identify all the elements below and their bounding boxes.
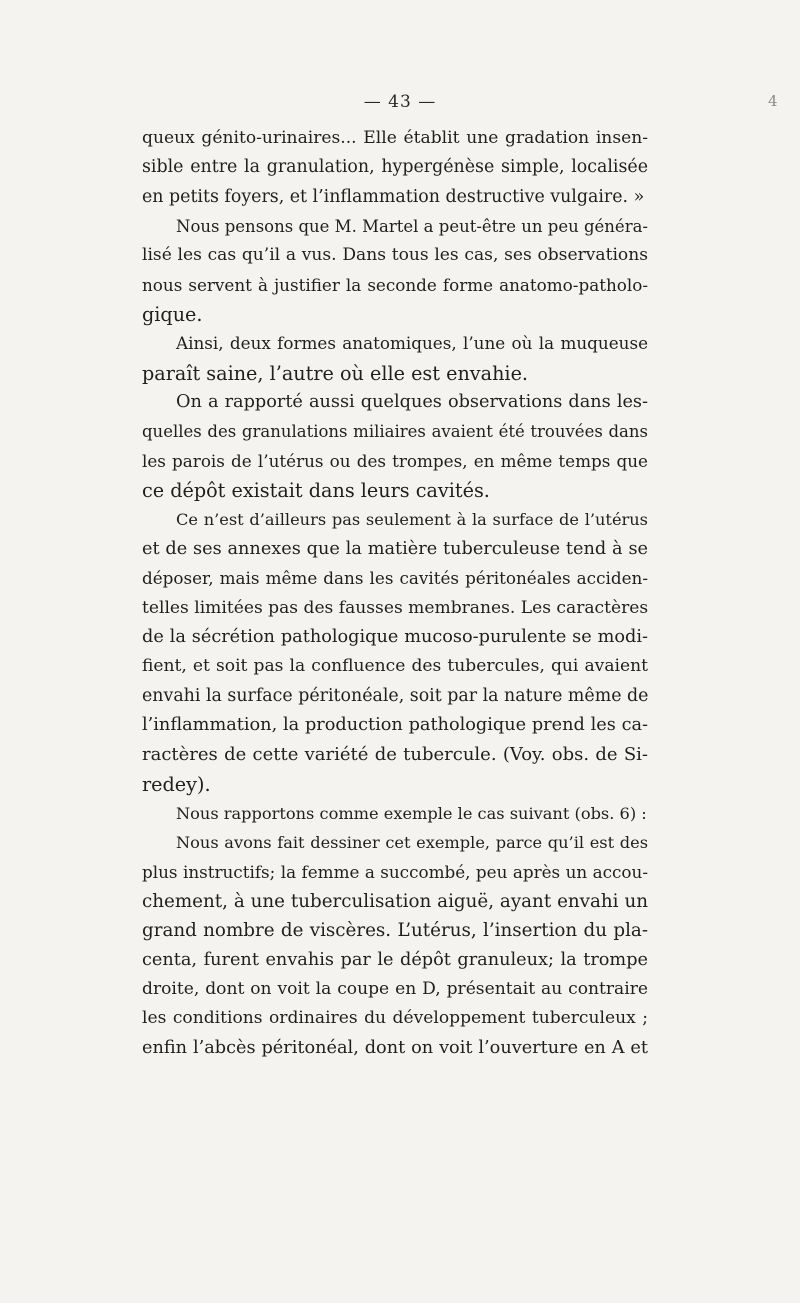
text-line: et de ses annexes que la matière tuberculeuse tend à se [142,538,648,559]
text-line: Nous pensons que M. Martel a peut-être un peu généra- [176,217,648,237]
text-line: paraît saine, l’autre où elle est envahie. [142,361,529,385]
text-line: grand nombre de viscères. L’utérus, l’insertion du pla- [142,920,648,942]
text-line: Ce n’est d’ailleurs pas seulement à la surface de l’utérus [176,510,648,530]
text-line: Ainsi, deux formes anatomiques, l’une où la muqueuse [176,333,648,354]
text-line: quelles des granulations miliaires avaient été trouvées dans [142,422,648,442]
text-line: Nous avons fait dessiner cet exemple, parce qu’il est des [176,833,648,853]
text-line: de la sécrétion pathologique mucoso-purulente se modi- [142,626,648,647]
text-line: fient, et soit pas la confluence des tubercules, qui avaient [142,656,648,677]
text-line: les conditions ordinaires du développement tuberculeux ; [142,1008,648,1029]
text-line: enfin l’abcès péritonéal, dont on voit l’ouverture en A et [142,1037,648,1058]
text-line: ractères de cette variété de tubercule. (Voy. obs. de Si- [142,744,648,766]
text-line: en petits foyers, et l’inflammation destructive vulgaire. » [142,186,645,207]
text-line: l’inflammation, la production pathologique prend les ca- [142,714,648,735]
text-line: Nous rapportons comme exemple le cas suivant (obs. 6) : [176,803,647,823]
text-line: les parois de l’utérus ou des trompes, en même temps que [142,450,648,471]
text-line: plus instructifs; la femme a succombé, peu après un accou- [142,861,648,882]
text-line: ce dépôt existait dans leurs cavités. [142,479,490,503]
text-line: lisé les cas qu’il a vus. Dans tous les cas, ses observations [142,245,648,266]
text-line: On a rapporté aussi quelques observations dans les- [176,392,648,413]
margin-mark: 4 [768,92,778,110]
page-number: — 43 — [363,92,437,112]
text-line: gique. [142,303,203,327]
text-line: queux génito-urinaires... Elle établit une gradation insen- [142,128,648,148]
text-line: centa, furent envahis par le dépôt granuleux; la trompe [142,949,648,970]
text-line: telles limitées pas des fausses membranes. Les caractères [142,597,648,618]
body-text [142,124,648,1063]
text-line: droite, dont on voit la coupe en D, présentait au contraire [142,978,648,999]
text-line: sible entre la granulation, hypergénèse simple, localisée [142,157,648,178]
text-line: déposer, mais même dans les cavités péritonéales acciden- [142,568,648,589]
text-line: redey). [142,772,211,796]
text-line: chement, à une tuberculisation aiguë, ayant envahi un [142,890,648,912]
text-line: nous servent à justifier la seconde forme anatomo-patholo- [142,274,648,295]
text-line: envahi la surface péritonéale, soit par la nature même de [142,685,648,706]
